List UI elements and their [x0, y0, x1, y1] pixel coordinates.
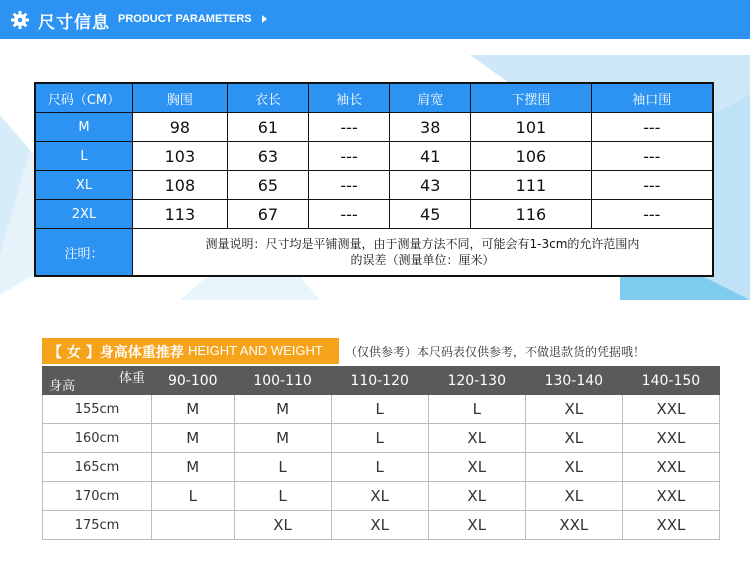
table-cell: XXL	[622, 511, 719, 540]
women-title-cn: 【 女 】身高体重推荐	[48, 345, 184, 361]
table-cell: M	[234, 395, 331, 424]
table-cell: XXL	[622, 424, 719, 453]
row-header-height: 165cm	[43, 453, 152, 482]
table-row	[35, 200, 713, 229]
product-parameters-table	[34, 82, 714, 277]
height-weight-table	[42, 366, 720, 540]
table-cell: L	[152, 482, 235, 511]
table-cell: 106	[471, 142, 591, 171]
table-cell: 61	[227, 113, 308, 142]
table-cell: XL	[428, 482, 525, 511]
note-line: 的误差（测量单位：厘米）	[350, 253, 495, 267]
corner-header	[43, 367, 152, 395]
table-cell: XXL	[622, 395, 719, 424]
row-header-size: M	[35, 113, 133, 142]
row-header-height: 170cm	[43, 482, 152, 511]
column-header: 尺码（CM）	[35, 83, 133, 113]
table-cell: 41	[390, 142, 471, 171]
table-cell: ---	[308, 171, 389, 200]
table-cell: 103	[133, 142, 228, 171]
table-header-row	[43, 367, 720, 395]
table-row	[43, 395, 720, 424]
table-cell: XL	[428, 424, 525, 453]
table-cell: ---	[308, 200, 389, 229]
weight-axis-label: 体重	[118, 371, 145, 386]
row-header-height: 175cm	[43, 511, 152, 540]
table-cell: L	[331, 424, 428, 453]
table-cell: 98	[133, 113, 228, 142]
table-cell: XL	[234, 511, 331, 540]
table-cell: ---	[308, 113, 389, 142]
gear-icon	[10, 10, 30, 30]
column-header: 100-110	[234, 367, 331, 395]
column-header: 140-150	[622, 367, 719, 395]
table-cell: XXL	[525, 511, 622, 540]
table-cell: 45	[390, 200, 471, 229]
table-cell: XXL	[622, 482, 719, 511]
women-section-title	[42, 338, 339, 364]
table-cell: L	[234, 482, 331, 511]
table-cell: 65	[227, 171, 308, 200]
row-header-size: 2XL	[35, 200, 133, 229]
table-cell: M	[152, 424, 235, 453]
table-row	[35, 171, 713, 200]
table-cell: 111	[471, 171, 591, 200]
table-row	[43, 511, 720, 540]
table-cell: ---	[591, 113, 713, 142]
table-cell: XL	[525, 424, 622, 453]
table-row	[35, 142, 713, 171]
table-cell: XL	[525, 395, 622, 424]
row-header-size: XL	[35, 171, 133, 200]
table-cell: L	[331, 395, 428, 424]
table-cell: M	[152, 395, 235, 424]
table-cell: L	[428, 395, 525, 424]
table-cell: 43	[390, 171, 471, 200]
height-axis-label: 身高	[49, 379, 76, 394]
table-row	[43, 482, 720, 511]
table-cell: XXL	[622, 453, 719, 482]
table-cell: 116	[471, 200, 591, 229]
table-cell: 67	[227, 200, 308, 229]
table-cell	[152, 511, 235, 540]
column-header: 110-120	[331, 367, 428, 395]
table-cell: XL	[525, 453, 622, 482]
table-cell: 113	[133, 200, 228, 229]
arrow-right-icon	[262, 15, 267, 23]
column-header: 袖口围	[591, 83, 713, 113]
table-cell: ---	[591, 171, 713, 200]
table-cell: XL	[331, 482, 428, 511]
women-title-en: HEIGHT AND WEIGHT	[188, 343, 323, 358]
note-row	[35, 229, 713, 277]
table-cell: L	[234, 453, 331, 482]
table-cell: 38	[390, 113, 471, 142]
column-header: 下摆围	[471, 83, 591, 113]
table-row	[35, 113, 713, 142]
section-title: 尺寸信息	[38, 13, 110, 33]
table-cell: XL	[525, 482, 622, 511]
table-cell: 63	[227, 142, 308, 171]
row-header-height: 155cm	[43, 395, 152, 424]
column-header: 120-130	[428, 367, 525, 395]
column-header: 90-100	[152, 367, 235, 395]
table-row	[43, 453, 720, 482]
column-header: 肩宽	[390, 83, 471, 113]
row-header-height: 160cm	[43, 424, 152, 453]
table-cell: M	[152, 453, 235, 482]
table-cell: XL	[428, 453, 525, 482]
table-row	[43, 424, 720, 453]
table-cell: ---	[308, 142, 389, 171]
table-header-row	[35, 83, 713, 113]
column-header: 袖长	[308, 83, 389, 113]
table-cell: ---	[591, 142, 713, 171]
note-line: 测量说明：尺寸均是平铺测量，由于测量方法不同，可能会有1-3cm的允许范围内	[205, 237, 640, 251]
note-label: 注明：	[35, 229, 133, 277]
table-cell: L	[331, 453, 428, 482]
section-subtitle: PRODUCT PARAMETERS	[118, 13, 252, 25]
column-header: 130-140	[525, 367, 622, 395]
table-cell: M	[234, 424, 331, 453]
table-cell: 108	[133, 171, 228, 200]
header-banner	[0, 0, 750, 39]
column-header: 衣长	[227, 83, 308, 113]
table-cell: XL	[331, 511, 428, 540]
table-cell: ---	[591, 200, 713, 229]
row-header-size: L	[35, 142, 133, 171]
women-section-note: （仅供参考）本尺码表仅供参考，不做退款货的凭据哦！	[345, 345, 646, 359]
table-cell: XL	[428, 511, 525, 540]
column-header: 胸围	[133, 83, 228, 113]
note-text	[133, 229, 714, 277]
table-cell: 101	[471, 113, 591, 142]
